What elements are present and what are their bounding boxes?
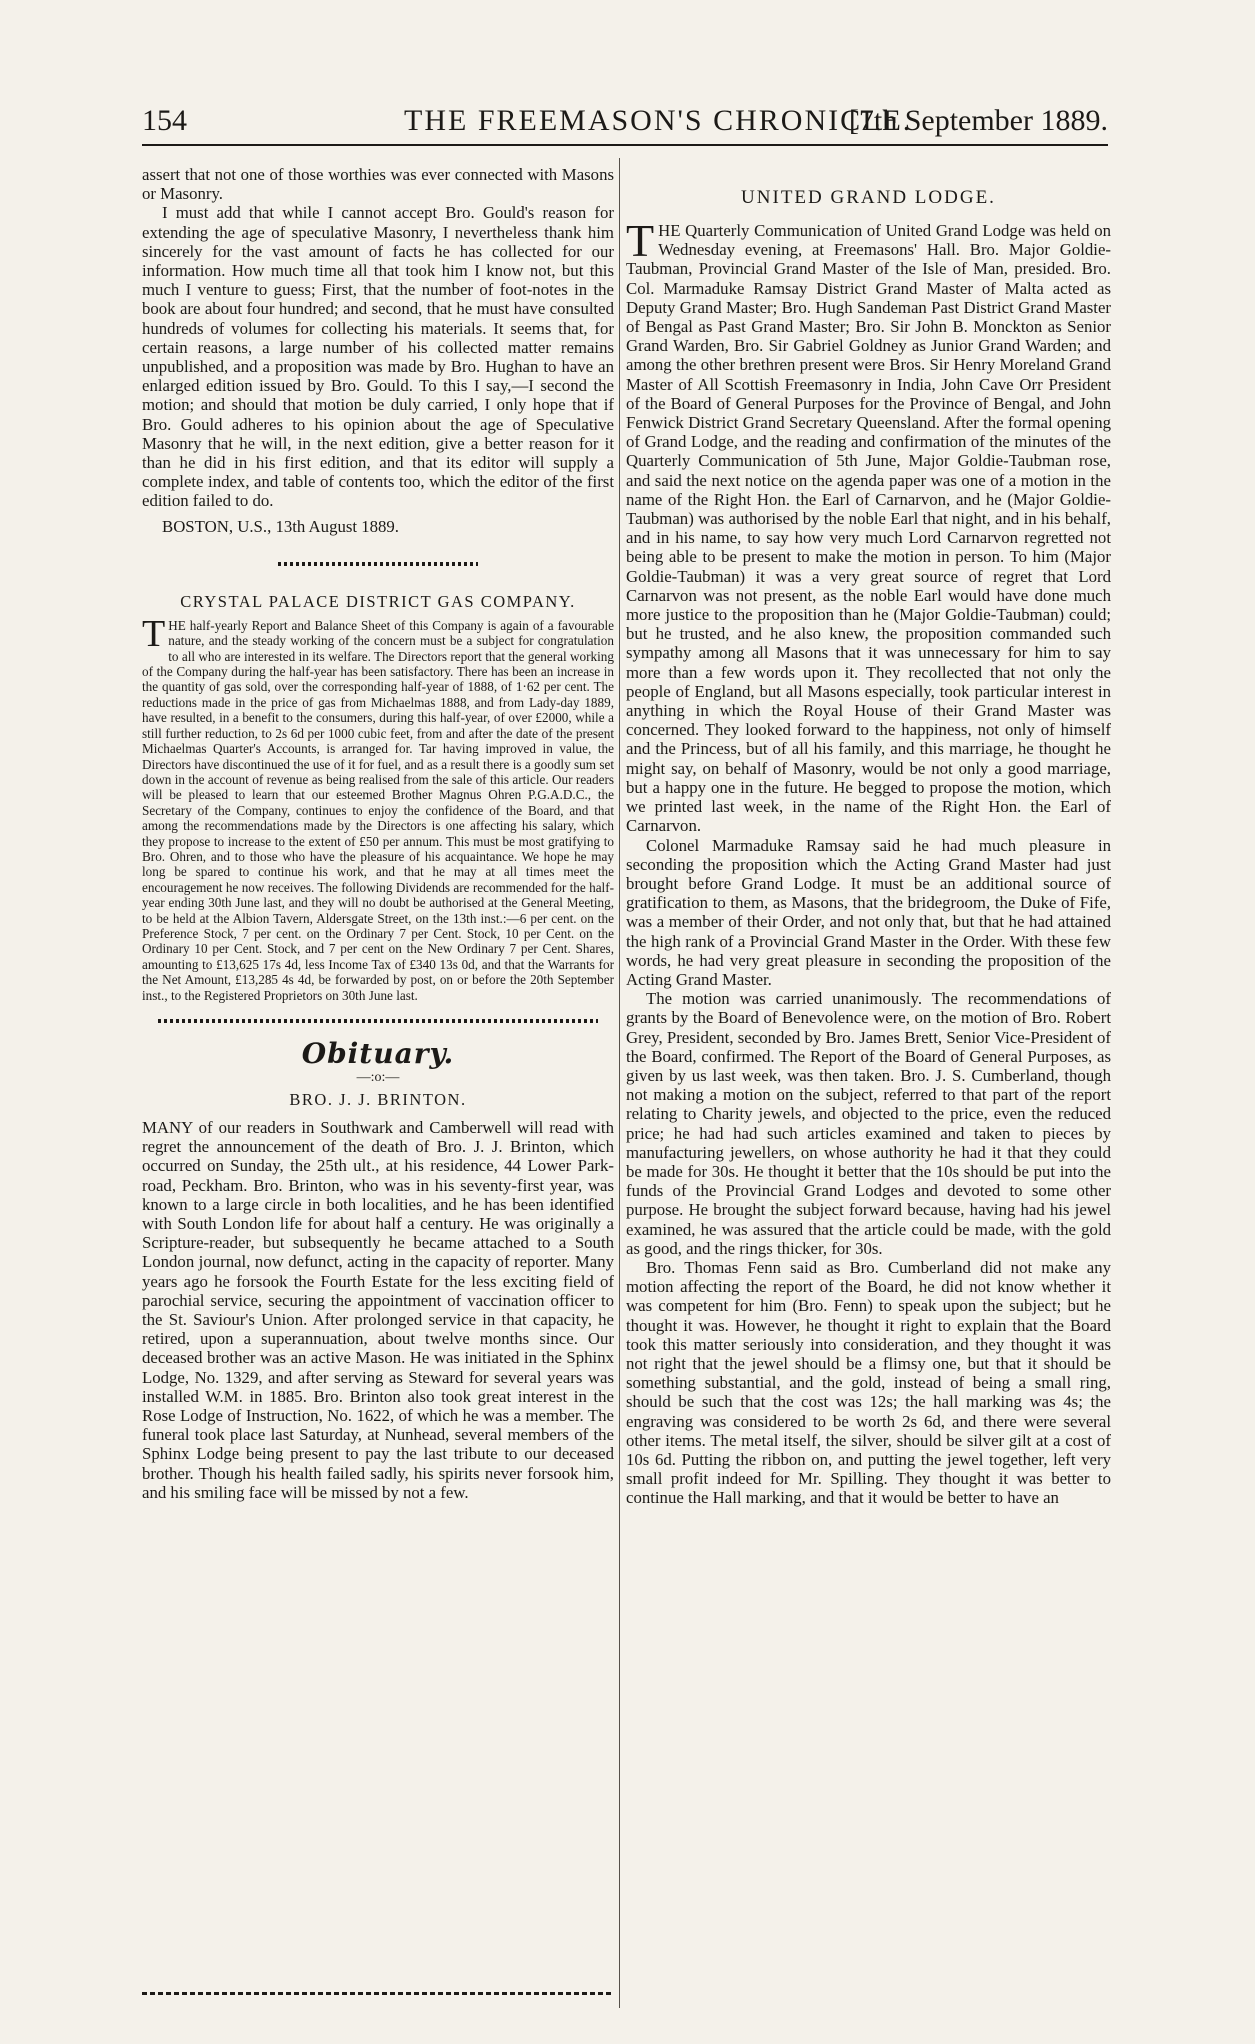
masthead xyxy=(142,102,1108,146)
motion-paragraph: The motion was carried unanimously. The recommendations of grants by the Board of Benevolence were, on the motion of Bro. Robert Grey, President, seconded by Bro. James Brett, Senior Vice-President of the Board, confirmed. The Report of the Board of General Purposes, as given by us last week, was then taken. Bro. J. S. Cumberland, though not making a motion on the subject, referred to that part of the report relating to Charity jewels, and objected to the price, even the reduced price; he had had such articles examined and taken to pieces by manufacturing jewellers, on whose authority he had it that they could be made for 30s. He thought it better that the 10s should be put into the funds of the Provincial Grand Lodges and devoted to some other purpose. He brought the subject forward because, having had his jewel examined, he was assured that the article could be made, with the gold as good, and the rings thicker, for 30s. xyxy=(626,989,1111,1258)
obituary-heading: Obituary. xyxy=(301,1037,455,1071)
obituary-text: MANY of our readers in Southwark and Camberwell will read with regret the announcement of the death of Bro. J. J. Brinton, which occurred on Sunday, the 25th ult., at his residence, 44 Lower Park-road, Peckham. Bro. Brinton, who was in his seventy-first year, was known to a large circle in both localities, and he has been identified with South London life for about half a century. He was originally a Scripture-reader, but subsequently he became attached to a South London journal, now defunct, acting in the capacity of reporter. Many years ago he forsook the Fourth Estate for the less exciting field of parochial service, securing the appointment of vaccination officer to the St. Saviour's Union. After prolonged service in that capacity, he retired, upon a superannuation, about twelve months since. Our deceased brother was an active Mason. He was initiated in the Sphinx Lodge, No. 1329, and after serving as Steward for several years was installed W.M. in 1885. Bro. Brinton also took great interest in the Rose Lodge of Instruction, No. 1622, of which he was a member. The funeral took place last Saturday, at Nunhead, several members of the Sphinx Lodge being present to pay the last tribute to our deceased brother. Though his health failed sadly, his spirits never forsook him, and his smiling face will be missed by not a few. xyxy=(142,1118,614,1502)
grand-lodge-dropcap: T xyxy=(626,215,655,266)
gas-company-article xyxy=(142,612,614,1003)
newspaper-title: THE FREEMASON'S CHRONICLE. xyxy=(404,104,913,137)
page-number: 154 xyxy=(142,104,187,137)
obituary-name: BRO. J. J. BRINTON. xyxy=(289,1090,467,1110)
grand-lodge-heading: UNITED GRAND LODGE. xyxy=(741,187,996,208)
grand-lodge-text: HE Quarterly Communication of United Grand Lodge was held on Wednesday evening, at Freemasons' Hall. Bro. Major Goldie-Taubman, Provincial Grand Master of the Isle of Man, presided. Bro. Col. Marmaduke Ramsay District Grand Master of Malta acted as Deputy Grand Master; Bro. Hugh Sandeman Past District Grand Master of Bengal as Past Grand Master; Bro. Sir John B. Monckton as Senior Grand Warden, Bro. Sir Gabriel Goldney as Junior Grand Warden; and among the other brethren present were Bros. Sir Henry Moreland Grand Master of All Scottish Freemasonry in India, John Cave Orr President of the Board of General Purposes for the Province of Bengal, and John Fenwick District Grand Secretary Queensland. After the formal opening of Grand Lodge, and the reading and confirmation of the minutes of the Quarterly Communication of 5th June, Major Goldie-Taubman rose, and said the next notice on the agenda paper was one of a motion in the name of the Right Hon. the Earl of Carnarvon, and he (Major Goldie-Taubman) was authorised by the noble Earl that night, and in his behalf, and in his name, to say how very much Lord Carnarvon regretted not being able to be present to make the motion in person. To him (Major Goldie-Taubman) it was a very great source of regret that Lord Carnarvon was not present, as the noble Earl would have done much more justice to the proposition than he (Major Goldie-Taubman) could; but he trusted, and he also knew, the proposition commanded such sympathy among all Masons that it was unnecessary for him to say more than a few words upon it. They recollected that not only the people of England, but all Masons especially, took particular interest in anything in which the Royal House of their Grand Master was concerned. They looked forward to the happiness, not only of himself and the Princess, but of all his family, and this marriage, he thought he might say, on behalf of Masonry, would be not only a good marriage, but a happy one in the future. He begged to propose the motion, which we printed last week, in the name of the Right Hon. the Earl of Carnarvon. xyxy=(626,221,1111,836)
right-column xyxy=(626,165,1111,1508)
left-column xyxy=(142,165,614,1502)
gas-company-text: HE half-yearly Report and Balance Sheet of this Company is again of a favourable nature, and the steady working of the concern must be a subject for congratulation to all who are interested in its welfare. The Directors report that the general working of the Company during the half-year has been satisfactory. There has been an increase in the quantity of gas sold, over the corresponding half-year of 1888, of 1·62 per cent. The reductions made in the price of gas from Michaelmas 1888, and from Lady-day 1889, have resulted, in a benefit to the consumers, during this half-year, of over £2000, while a still further reduction, to 2s 6d per 1000 cubic feet, from and after the date of the present Michaelmas Quarter's Accounts, is arranged for. Tar having improved in value, the Directors have discontinued the use of it for fuel, and as a result there is a goodly sum set down in the account of revenue as being realised from the sale of this article. Our readers will be pleased to learn that our esteemed Brother Magnus Ohren P.G.A.D.C., the Secretary of the Company, continues to enjoy the confidence of the Board, and that among the recommendations made by the Directors is one affecting his salary, which they propose to increase to the extent of £50 per annum. This must be most gratifying to Bro. Ohren, and to those who have the pleasure of his acquaintance. We hope he may long be spared to continue his work, and that he may at all times meet the encouragement he now receives. The following Dividends are recommended for the half-year ending 30th June last, and they will no doubt be authorised at the General Meeting, to be held at the Albion Tavern, Aldersgate Street, on the 13th inst.:—6 per cent. on the Preference Stock, 7 per cent. on the Ordinary 7 per Cent. Stock, 10 per Cent. on the Ordinary 10 per Cent. Stock, and 7 per cent on the New Ordinary 7 per Cent. Shares, amounting to £13,625 17s 4d, less Income Tax of £340 13s 0d, and that the Warrants for the Net Amount, £13,285 4s 4d, be forwarded by post, on or before the 20th September inst., to the Registered Proprietors on 30th June last. xyxy=(142,617,614,1003)
fenn-paragraph: Bro. Thomas Fenn said as Bro. Cumberland did not make any motion affecting the report of the Board, he did not know whether it was competent for him (Bro. Fenn) to speak upon the subject; but he thought it was. However, he thought it right to explain that the Board took this matter seriously into consideration, and they thought it was not right that the jewel should be a flimsy one, but that it should be something substantial, and the gold, instead of being a small ring, should be such that the cost was 12s; the hall marking was 4s; the engraving was considered to be worth 2s 6d, and there were several other items. The metal itself, the silver, should be silver gilt at a cost of 10s 6d. Putting the ribbon on, and putting the jewel together, left very small profit indeed for Mr. Spilling. They thought it was better to continue the Hall marking, and that it would be better to have an xyxy=(626,1257,1111,1508)
gas-company-heading: CRYSTAL PALACE DISTRICT GAS COMPANY. xyxy=(180,591,576,611)
obituary-separator: —:o:— xyxy=(356,1070,400,1086)
grand-lodge-article xyxy=(626,215,1111,836)
opening-paragraph: assert that not one of those worthies was ever connected with Masons or Masonry. xyxy=(142,165,614,204)
column-divider xyxy=(619,158,620,2008)
gould-paragraph: I must add that while I cannot accept Bro. Gould's reason for extending the age of speculative Masonry, I nevertheless thank him sincerely for the vast amount of facts he has collected for our information. How much time all that took him I know not, but this much I venture to guess; First, that the number of foot-notes in the book are about four hundred; and second, that he must have consulted hundreds of volumes for collecting his materials. It seems that, for certain reasons, a large number of his collected matter remains unpublished, and a proposition was made by Bro. Hughan to have an enlarged edition issued by Bro. Gould. To this I say,—I second the motion; and should that motion be duly carried, I only hope that if Bro. Gould adheres to his opinion about the age of Speculative Masonry that he will, in the next edition, give a better reason for it than he did in his first edition, and that its editor will supply a complete index, and table of contents too, which the editor of the first edition failed to do. xyxy=(142,203,614,511)
ramsay-paragraph: Colonel Marmaduke Ramsay said he had much pleasure in seconding the proposition which the Acting Grand Master had just brought before Grand Lodge. It must be an additional source of gratification to them, as Masons, that the bridegroom, the Duke of Fife, was a member of their Order, and not only that, but that he had attained the high rank of a Provincial Grand Master in the Order. With these few words, he had very great pleasure in seconding the proposition of the Acting Grand Master. xyxy=(626,835,1111,989)
letter-signoff: BOSTON, U.S., 13th August 1889. xyxy=(162,516,399,536)
issue-date: [7th September 1889. xyxy=(848,104,1108,137)
page-bottom-rule xyxy=(142,1992,612,1995)
gas-dropcap: T xyxy=(142,612,166,655)
